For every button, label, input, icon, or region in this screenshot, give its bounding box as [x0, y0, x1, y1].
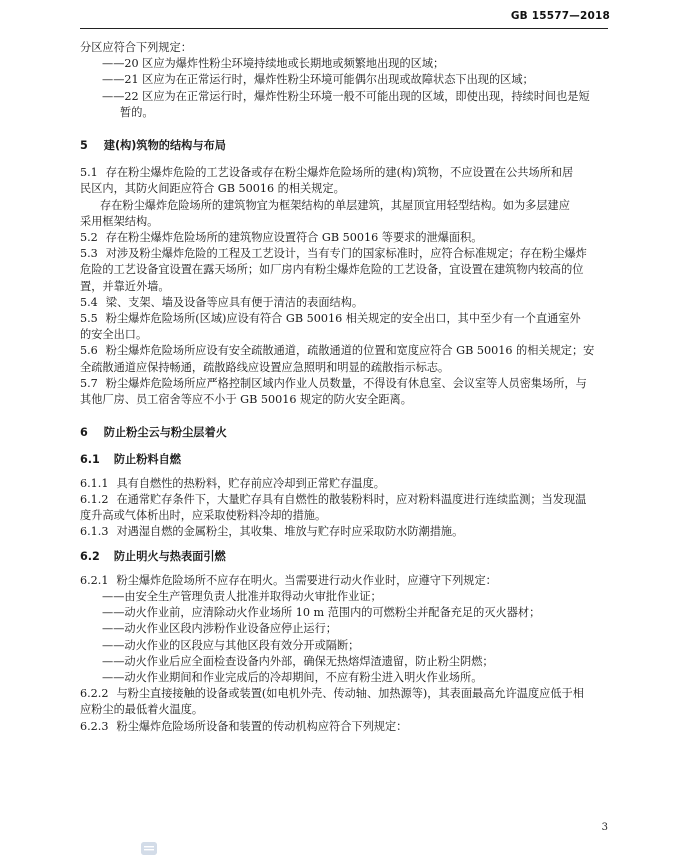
clause-text: 粉尘爆炸危险场所设备和装置的传动机构应符合下列规定： [116, 719, 408, 733]
clause-5-1 [80, 165, 610, 181]
clause-number: 5.7 [80, 376, 98, 390]
zone-21-item: ——21 区应为在正常运行时，爆炸性粉尘环境可能偶尔出现或故障状态下出现的区域； [102, 73, 534, 87]
clause-number: 6.2.1 [80, 573, 109, 587]
clause-number: 5.6 [80, 344, 98, 358]
clause-text: 存在粉尘爆炸危险场所的建筑物应设置符合 GB 50016 等要求的泄爆面积。 [105, 231, 483, 245]
clause-text: 梁、支架、墙及设备等应具有便于清洁的表面结构。 [105, 295, 364, 309]
clause-text: 具有自燃性的热粉料，贮存前应冷却到正常贮存温度。 [116, 476, 385, 490]
list-item: ——动火作业前，应清除动火作业场所 10 m 范围内的可燃粉尘并配备充足的灭火器材； [102, 606, 541, 620]
clause-5-1-cont: 民区内，其防火间距应符合 GB 50016 的相关规定。 [80, 182, 345, 196]
clause-6-1-3 [80, 524, 610, 540]
clause-text: 与粉尘直接接触的设备或装置(如电机外壳、传动轴、加热源等)，其表面最高允许温度应低于相 [116, 687, 584, 701]
list-item: ——动火作业的区段应与其他区段有效分开或隔断； [102, 638, 360, 652]
clause-5-7 [80, 376, 610, 392]
clause-number: 5.3 [80, 247, 98, 261]
paragraph-5-1-b: 存在粉尘爆炸危险场所的建筑物宜为框架结构的单层建筑，其屋顶宜用轻型结构。如为多层建应 [100, 198, 570, 212]
page-body [80, 40, 610, 735]
clause-6-1-1 [80, 476, 610, 492]
paragraph-5-1-b-cont: 采用框架结构。 [80, 214, 159, 228]
zone-22-item: ——22 区应为在正常运行时，爆炸性粉尘环境一般不可能出现的区域，即使出现，持续时间也是短 [102, 89, 590, 103]
section-5-heading [80, 138, 610, 154]
clause-6-1-2 [80, 492, 610, 508]
subsection-6-2-heading [80, 549, 610, 565]
clause-text: 粉尘爆炸危险场所应设有安全疏散通道，疏散通道的位置和宽度应符合 GB 50016 的相关规定；安 [105, 344, 595, 358]
clause-text: 粉尘爆炸危险场所不应存在明火。当需要进行动火作业时，应遵守下列规定： [116, 573, 497, 587]
section-6-heading [80, 425, 610, 441]
header-rule [80, 28, 608, 29]
clause-5-7-cont: 其他厂房、员工宿舍等应不小于 GB 50016 规定的防火安全距离。 [80, 393, 412, 407]
list-item: ——动火作业期间和作业完成后的冷却期间，不应有粉尘进入明火作业场所。 [102, 670, 483, 684]
subsection-number: 6.1 [80, 453, 100, 467]
subsection-title: 防止粉料自燃 [113, 453, 181, 467]
logo-badge-icon [141, 842, 157, 855]
section-number: 5 [80, 139, 88, 153]
clause-number: 5.2 [80, 231, 98, 245]
page-number: 3 [601, 822, 608, 833]
clause-5-3-cont: 置，并靠近外墙。 [80, 279, 170, 293]
clause-6-2-2-cont: 应粉尘的最低着火温度。 [80, 703, 204, 717]
clause-text: 存在粉尘爆炸危险的工艺设备或存在粉尘爆炸危险场所的建(构)筑物，不应设置在公共场所和居 [105, 166, 574, 180]
clause-6-1-2-cont: 度升高或气体析出时，应采取使粉料冷却的措施。 [80, 509, 327, 523]
clause-number: 6.1.1 [80, 476, 109, 490]
clause-5-6 [80, 343, 610, 359]
clause-6-2-3 [80, 719, 610, 735]
clause-number: 5.5 [80, 312, 98, 326]
list-item: ——动火作业区段内涉粉作业设备应停止运行； [102, 622, 337, 636]
clause-5-5 [80, 311, 610, 327]
clause-text: 在通常贮存条件下，大量贮存具有自燃性的散装粉料时，应对粉料温度进行连续监测；当发现温 [116, 492, 587, 506]
clause-5-2 [80, 230, 610, 246]
clause-number: 5.1 [80, 166, 98, 180]
section-number: 6 [80, 426, 88, 440]
list-item: ——由安全生产管理负责人批准并取得动火审批作业证； [102, 589, 382, 603]
list-item: ——动火作业后应全面检查设备内外部，确保无热熔焊渣遗留，防止粉尘阴燃； [102, 654, 494, 668]
clause-6-2-1 [80, 573, 610, 589]
clause-text: 对遇湿自燃的金属粉尘，其收集、堆放与贮存时应采取防水防潮措施。 [116, 525, 464, 539]
clause-5-3-cont: 危险的工艺设备宜设置在露天场所；如厂房内有粉尘爆炸危险的工艺设备，宜设置在建筑物内较高的位 [80, 263, 584, 277]
clause-number: 6.2.2 [80, 687, 109, 701]
clause-5-4 [80, 295, 610, 311]
clause-5-6-cont: 全疏散通道应保持畅通，疏散路线应设置应急照明和明显的疏散指示标志。 [80, 360, 450, 374]
subsection-6-1-heading [80, 452, 610, 468]
logo-badge-icon-graphic [141, 842, 157, 855]
clause-6-2-2 [80, 686, 610, 702]
subsection-title: 防止明火与热表面引燃 [113, 550, 226, 564]
clause-number: 6.1.3 [80, 525, 109, 539]
section-title: 建(构)筑物的结构与布局 [103, 139, 226, 153]
section-title: 防止粉尘云与粉尘层着火 [103, 426, 227, 440]
clause-number: 6.2.3 [80, 719, 109, 733]
standard-code: GB 15577—2018 [510, 10, 610, 22]
clause-text: 对涉及粉尘爆炸危险的工程及工艺设计，当有专门的国家标准时，应符合标准规定；存在粉尘爆炸 [105, 247, 587, 261]
clause-text: 粉尘爆炸危险场所(区域)应设有符合 GB 50016 相关规定的安全出口，其中至少有一个直通室外 [105, 312, 581, 326]
zone-22-item-cont: 暂的。 [120, 105, 154, 119]
clause-number: 6.1.2 [80, 492, 109, 506]
clause-5-5-cont: 的安全出口。 [80, 328, 148, 342]
subsection-number: 6.2 [80, 550, 100, 564]
clause-number: 5.4 [80, 295, 98, 309]
clause-5-3 [80, 246, 610, 262]
intro-line: 分区应符合下列规定： [80, 41, 192, 54]
clause-text: 粉尘爆炸危险场所应严格控制区域内作业人员数量，不得设有休息室、会议室等人员密集场所，与 [105, 376, 587, 390]
zone-20-item: ——20 区应为爆炸性粉尘环境持续地或长期地或频繁地出现的区域； [102, 57, 445, 71]
